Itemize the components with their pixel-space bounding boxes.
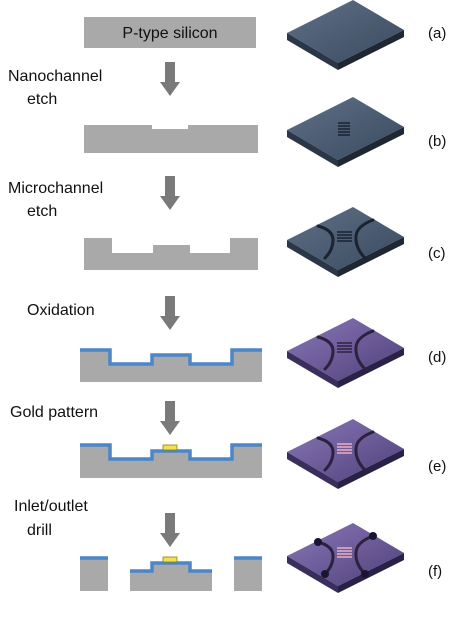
- step-tag-f: (f): [428, 563, 443, 580]
- silicon-section-center: [130, 563, 212, 591]
- step-label-c-line1: Microchannel: [8, 180, 104, 197]
- silicon-cross-section: [84, 125, 258, 153]
- silicon-section-left: [80, 558, 108, 591]
- chip-3d-d: [287, 318, 404, 388]
- step-a: [84, 0, 446, 70]
- step-tag-d: (d): [428, 349, 447, 366]
- step-b: [8, 68, 446, 167]
- substrate-label: P-type silicon: [122, 25, 218, 42]
- silicon-cross-section: [84, 238, 258, 270]
- step-f: [14, 498, 442, 593]
- step-label-b-line1: Nanochannel: [8, 68, 103, 85]
- step-label-d: Oxidation: [27, 302, 95, 319]
- step-e: [10, 404, 446, 489]
- chip-3d-a: [287, 0, 404, 70]
- chip-3d-e: [287, 419, 404, 489]
- step-d: [27, 302, 446, 388]
- step-label-c-line2: etch: [27, 203, 58, 220]
- step-tag-e: (e): [428, 458, 447, 475]
- gold-electrode: [163, 445, 177, 450]
- process-arrow: [160, 62, 180, 96]
- step-tag-a: (a): [428, 25, 447, 42]
- process-arrow: [160, 176, 180, 210]
- chip-3d-c: [287, 207, 404, 277]
- step-tag-b: (b): [428, 133, 447, 150]
- gold-electrode: [163, 557, 177, 562]
- chip-3d-f: [287, 523, 404, 593]
- silicon-section-right: [234, 558, 262, 591]
- process-arrow: [160, 401, 180, 435]
- chip-3d-b: [287, 97, 404, 167]
- step-c: [8, 180, 446, 277]
- step-label-b-line2: etch: [27, 91, 58, 108]
- step-label-f-line1: Inlet/outlet: [14, 498, 88, 515]
- process-arrow: [160, 296, 180, 330]
- step-tag-c: (c): [428, 245, 446, 262]
- process-arrow: [160, 513, 180, 547]
- step-label-f-line2: drill: [27, 522, 52, 539]
- step-label-e: Gold pattern: [10, 404, 99, 421]
